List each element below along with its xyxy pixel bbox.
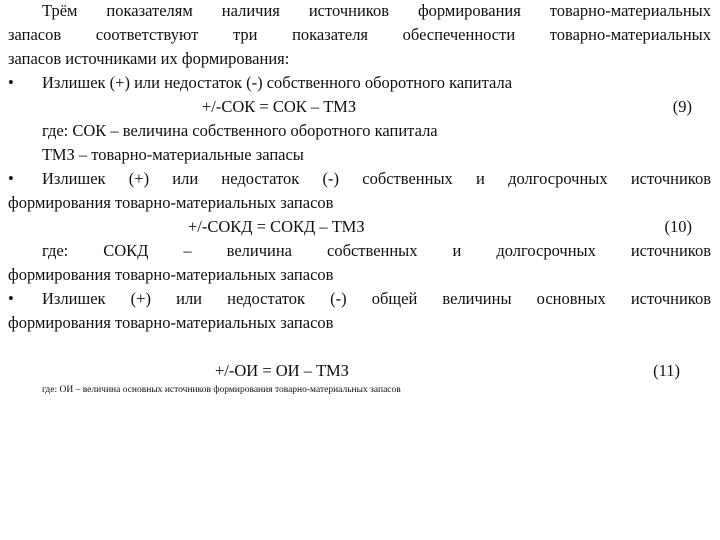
- bullet-marker-1: •: [8, 73, 14, 92]
- item1-where-1: где: СОК – величина собственного оборотного капитала: [42, 121, 438, 140]
- formula-number-11: (11): [653, 361, 680, 380]
- item3-title-line-2: формирования товарно-материальных запасов: [8, 313, 334, 332]
- bullet-marker-3: •: [8, 289, 14, 308]
- formula-10: +/-СОКД = СОКД – ТМЗ: [188, 217, 365, 236]
- item2-where-line-2: формирования товарно-материальных запасов: [8, 265, 334, 284]
- intro-line-3: запасов источниками их формирования:: [8, 49, 290, 68]
- item2-title-line-1: Излишек (+) или недостаток (-) собственных и долгосрочных источников: [42, 169, 711, 188]
- formula-number-10: (10): [664, 217, 692, 236]
- intro-line-1: Трём показателям наличия источников формирования товарно-материальных: [42, 1, 711, 20]
- item2-title-line-2: формирования товарно-материальных запасов: [8, 193, 334, 212]
- item1-title: Излишек (+) или недостаток (-) собственного оборотного капитала: [42, 73, 513, 92]
- item1-where-2: ТМЗ – товарно-материальные запасы: [42, 145, 304, 164]
- formula-11: +/-ОИ = ОИ – ТМЗ: [215, 361, 349, 380]
- formula-number-9: (9): [672, 97, 692, 116]
- intro-line-2: запасов соответствуют три показателя обеспеченности товарно-материальных: [8, 25, 711, 44]
- item3-where-note: где: ОИ – величина основных источников формирования товарно-материальных запасов: [42, 385, 401, 395]
- item3-title-line-1: Излишек (+) или недостаток (-) общей величины основных источников: [42, 289, 711, 308]
- formula-9: +/-СОК = СОК – ТМЗ: [202, 97, 357, 116]
- bullet-marker-2: •: [8, 169, 14, 188]
- item2-where-line-1: где: СОКД – величина собственных и долгосрочных источников: [42, 241, 711, 260]
